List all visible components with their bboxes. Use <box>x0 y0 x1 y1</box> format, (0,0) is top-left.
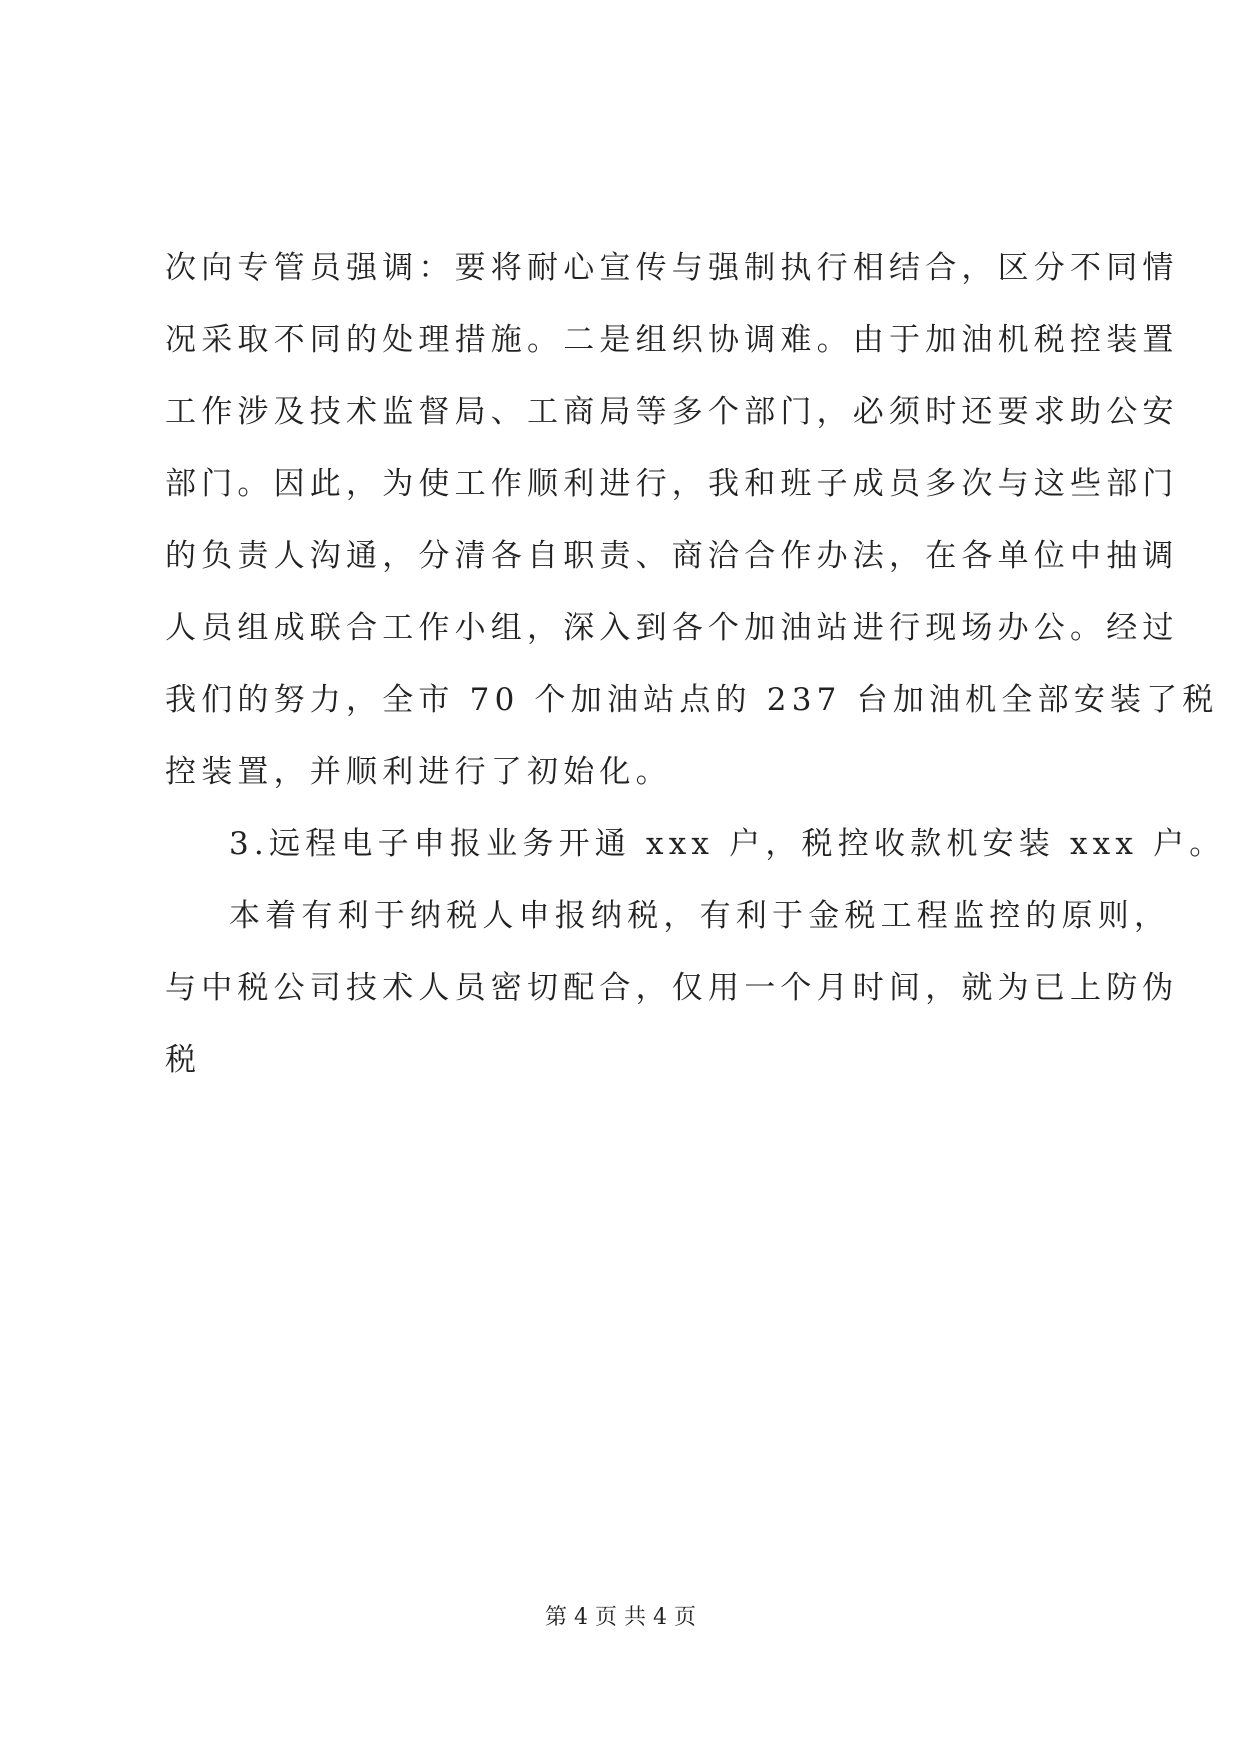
text-line: 况采取不同的处理措施。二是组织协调难。由于加油机税控装置 <box>165 322 1179 358</box>
text-line: 控装置，并顺利进行了初始化。 <box>165 754 672 790</box>
numbered-item-line: 3.远程电子申报业务开通 xxx 户，税控收款机安装 xxx 户。 <box>229 826 1226 862</box>
text-line: 次向专管员强调：要将耐心宣传与强制执行相结合，区分不同情 <box>165 250 1179 286</box>
text-line: 税 <box>165 1042 202 1078</box>
text-line: 与中税公司技术人员密切配合，仅用一个月时间，就为已上防伪 <box>165 970 1179 1006</box>
text-line: 的负责人沟通，分清各自职责、商洽合作办法，在各单位中抽调 <box>165 538 1179 574</box>
text-line: 我们的努力，全市 70 个加油站点的 237 台加油机全部安装了税 <box>165 682 1219 718</box>
text-line: 工作涉及技术监督局、工商局等多个部门，必须时还要求助公安 <box>165 394 1179 430</box>
paragraph-start-line: 本着有利于纳税人申报纳税，有利于金税工程监控的原则， <box>229 898 1171 934</box>
text-line: 部门。因此，为使工作顺利进行，我和班子成员多次与这些部门 <box>165 466 1179 502</box>
body-text <box>165 232 1226 1096</box>
text-line: 人员组成联合工作小组，深入到各个加油站进行现场办公。经过 <box>165 610 1179 646</box>
page-number-footer: 第 4 页 共 4 页 <box>545 1605 696 1630</box>
